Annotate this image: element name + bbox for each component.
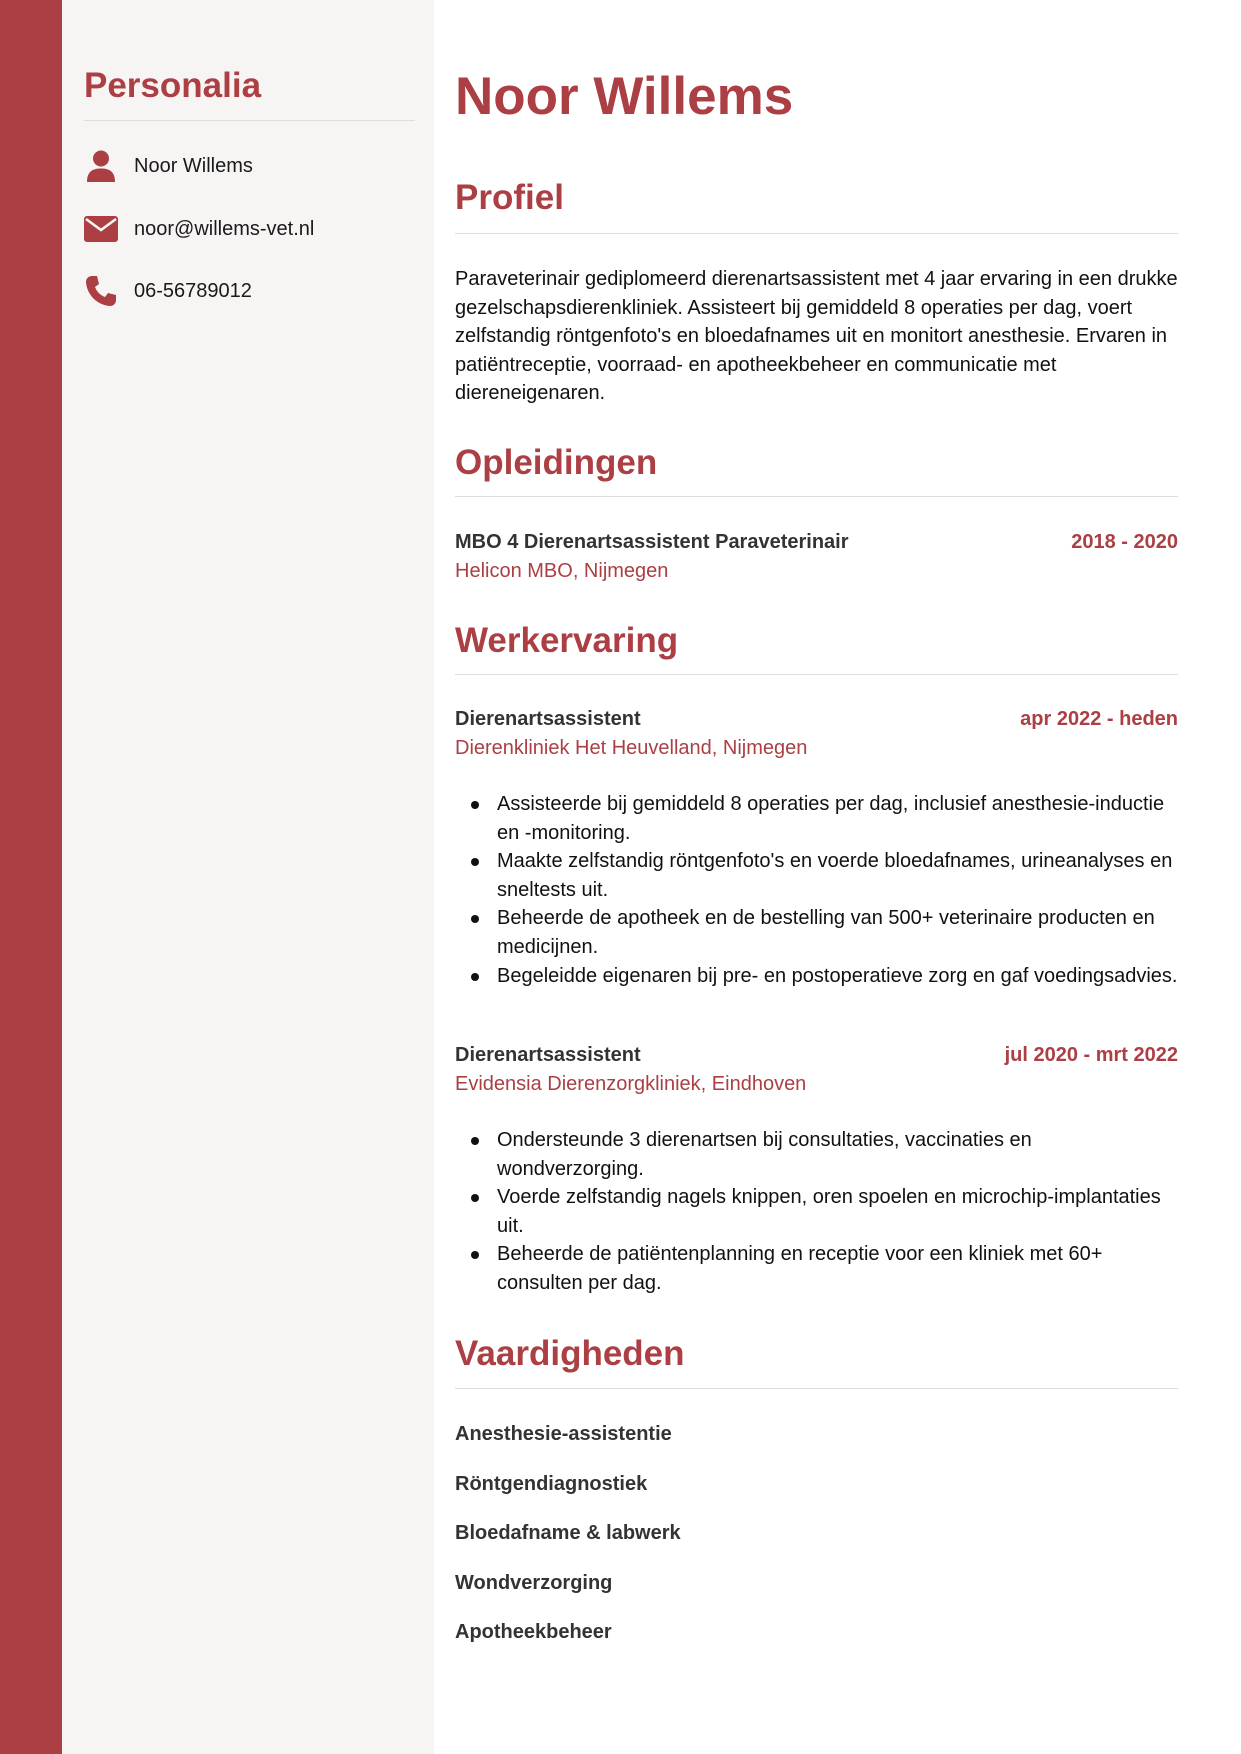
list-item: Voerde zelfstandig nagels knippen, oren spoelen en microchip-implantaties uit.: [455, 1183, 1178, 1240]
list-item: Beheerde de apotheek en de bestelling van 500+ veterinaire producten en medicijnen.: [455, 904, 1178, 961]
education-entry-school: Helicon MBO, Nijmegen: [455, 560, 669, 582]
sidebar-divider: [84, 120, 415, 121]
education-divider: [455, 496, 1178, 497]
sidebar: [62, 0, 434, 1754]
skill-item: Röntgendiagnostiek: [455, 1473, 648, 1495]
job-2-employer: Evidensia Dierenzorgkliniek, Eindhoven: [455, 1073, 807, 1095]
envelope-icon: [84, 212, 118, 246]
personalia-section: [84, 62, 415, 302]
experience-divider: [455, 674, 1178, 675]
job-1-title: Dierenartsassistent: [455, 708, 641, 730]
candidate-name: Noor Willems: [455, 67, 794, 126]
list-item: Assisteerde bij gemiddeld 8 operaties per dag, inclusief anesthesie-inductie en -monitoring.: [455, 790, 1178, 847]
skill-item: Apotheekbeheer: [455, 1621, 612, 1643]
user-icon: [84, 149, 118, 183]
skills-divider: [455, 1388, 1178, 1389]
list-item: Begeleidde eigenaren bij pre- en postoperatieve zorg en gaf voedingsadvies.: [455, 962, 1178, 991]
job-1-bullets: [455, 790, 1178, 990]
list-item: Maakte zelfstandig röntgenfoto's en voerde bloedafnames, urineanalyses en sneltests uit.: [455, 847, 1178, 904]
profile-divider: [455, 233, 1178, 234]
job-2-date: jul 2020 - mrt 2022: [1004, 1044, 1178, 1066]
contact-email[interactable]: [84, 212, 314, 246]
experience-title: Werkervaring: [455, 621, 679, 660]
job-2-bullets: [455, 1126, 1178, 1298]
profile-text: Paraveterinair gediplomeerd dierenartsassistent met 4 jaar ervaring in een drukke gezelschapsdierenkliniek. Assisteert bij gemiddeld 8 operaties per dag, voert zelfstandig röntgenfoto's en bloedafnames uit en monitort anesthesie. Ervaren in patiëntreceptie, voorraad- en apotheekbeheer en communicatie met diereneigenaren.: [455, 268, 1178, 405]
profile-title: Profiel: [455, 178, 564, 217]
job-1-employer: Dierenkliniek Het Heuvelland, Nijmegen: [455, 737, 808, 759]
sidebar-title: Personalia: [84, 66, 262, 105]
skill-item: Wondverzorging: [455, 1572, 613, 1594]
contact-phone-text[interactable]: 06-56789012: [134, 279, 252, 302]
job-1-date: apr 2022 - heden: [1020, 708, 1178, 730]
job-2-title: Dierenartsassistent: [455, 1044, 641, 1066]
skill-item: Anesthesie-assistentie: [455, 1423, 672, 1445]
phone-icon: [84, 274, 118, 308]
contact-name: [84, 149, 253, 183]
contact-name-text: Noor Willems: [134, 154, 253, 177]
accent-stripe: [0, 0, 62, 1754]
education-entry-date: 2018 - 2020: [1071, 531, 1178, 553]
skill-item: Bloedafname & labwerk: [455, 1522, 681, 1544]
contact-phone[interactable]: [84, 274, 252, 308]
contact-email-text[interactable]: noor@willems-vet.nl: [134, 217, 315, 240]
list-item: Beheerde de patiëntenplanning en receptie voor een kliniek met 60+ consulten per dag.: [455, 1240, 1178, 1297]
list-item: Ondersteunde 3 dierenartsen bij consultaties, vaccinaties en wondverzorging.: [455, 1126, 1178, 1183]
education-entry-title: MBO 4 Dierenartsassistent Paraveterinair: [455, 531, 849, 553]
education-title: Opleidingen: [455, 443, 658, 482]
skills-title: Vaardigheden: [455, 1334, 685, 1373]
